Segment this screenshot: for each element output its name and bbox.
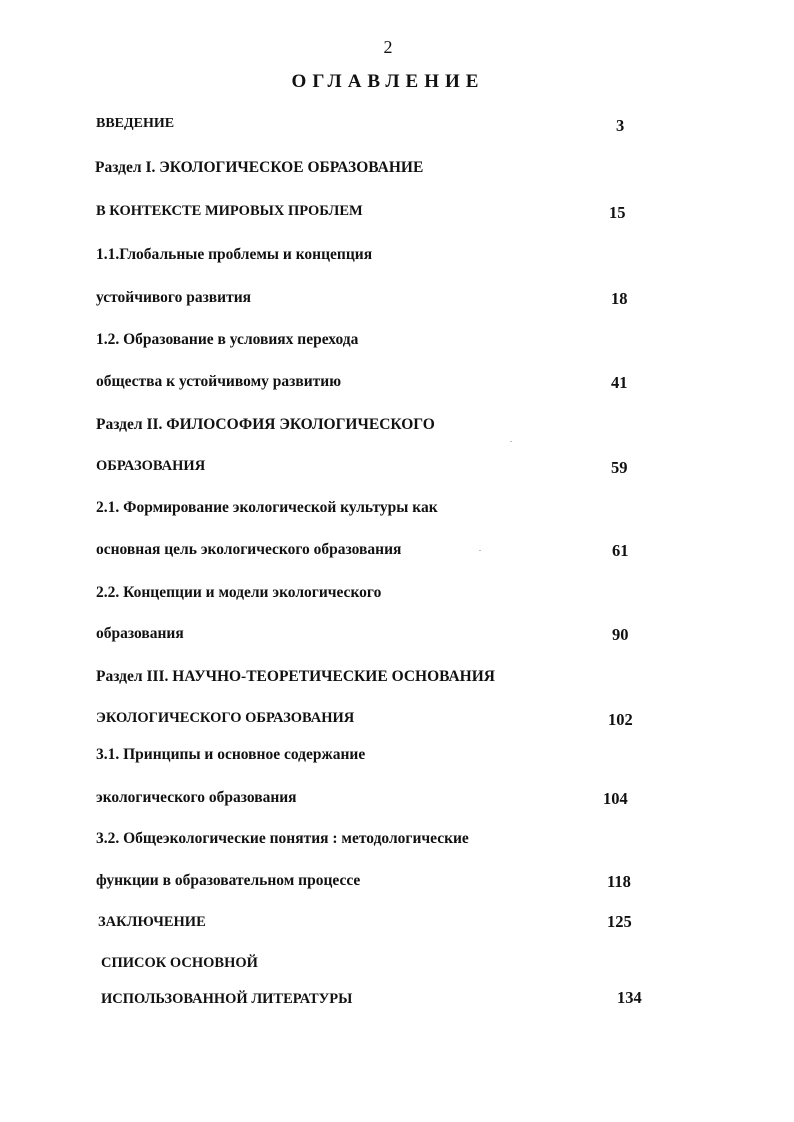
- toc-entry-1-1-cont: устойчивого развития: [96, 289, 252, 306]
- toc-entry-1-1: 1.1.Глобальные проблемы и концепция: [96, 246, 373, 263]
- toc-page-number: 61: [612, 541, 629, 560]
- toc-entry-1-2: 1.2. Образование в условиях перехода: [96, 331, 359, 348]
- page-number: 2: [383, 37, 393, 57]
- scan-speck: [510, 441, 512, 442]
- toc-page-number: 125: [607, 912, 632, 931]
- toc-page-number: 90: [612, 625, 629, 644]
- toc-entry-3-2-cont: функции в образовательном процессе: [96, 872, 361, 889]
- toc-page-number: 118: [607, 872, 631, 891]
- toc-page-number: 102: [608, 710, 633, 729]
- toc-entry-section-3: Раздел III. НАУЧНО-ТЕОРЕТИЧЕСКИЕ ОСНОВАНИЯ: [96, 668, 495, 685]
- page-title: ОГЛАВЛЕНИЕ: [291, 71, 485, 92]
- toc-entry-2-2: 2.2. Концепции и модели экологического: [96, 584, 382, 601]
- toc-page-number: 41: [611, 373, 628, 392]
- toc-entry-conclusion: ЗАКЛЮЧЕНИЕ: [98, 914, 206, 930]
- toc-entry-section-2-cont: ОБРАЗОВАНИЯ: [96, 458, 206, 474]
- toc-entry-2-2-cont: образования: [96, 625, 184, 642]
- toc-entry-1-2-cont: общества к устойчивому развитию: [96, 373, 342, 390]
- toc-entry-section-2: Раздел II. ФИЛОСОФИЯ ЭКОЛОГИЧЕСКОГО: [96, 416, 435, 433]
- toc-entry-section-1-cont: В КОНТЕКСТЕ МИРОВЫХ ПРОБЛЕМ: [96, 203, 363, 219]
- toc-entry-3-1-cont: экологического образования: [96, 789, 297, 806]
- toc-page-number: 18: [611, 289, 628, 308]
- toc-page-number: 15: [609, 203, 626, 222]
- toc-entry-section-3-cont: ЭКОЛОГИЧЕСКОГО ОБРАЗОВАНИЯ: [96, 710, 355, 726]
- toc-page-number: 104: [603, 789, 628, 808]
- toc-page-number: 134: [617, 988, 642, 1007]
- toc-page-number: 3: [616, 116, 625, 135]
- toc-page-number: 59: [611, 458, 628, 477]
- toc-entry-introduction: ВВЕДЕНИЕ: [96, 116, 175, 131]
- toc-entry-3-1: 3.1. Принципы и основное содержание: [96, 746, 366, 763]
- toc-entry-bibliography: СПИСОК ОСНОВНОЙ: [101, 955, 258, 971]
- toc-entry-2-1: 2.1. Формирование экологической культуры как: [96, 499, 438, 516]
- toc-entry-2-1-cont: основная цель экологического образования: [96, 541, 402, 558]
- toc-entry-3-2: 3.2. Общеэкологические понятия : методологические: [96, 830, 469, 847]
- toc-entry-section-1: Раздел I. ЭКОЛОГИЧЕСКОЕ ОБРАЗОВАНИЕ: [95, 159, 424, 176]
- toc-entry-bibliography-cont: ИСПОЛЬЗОВАННОЙ ЛИТЕРАТУРЫ: [101, 991, 353, 1007]
- scan-speck: [479, 550, 481, 551]
